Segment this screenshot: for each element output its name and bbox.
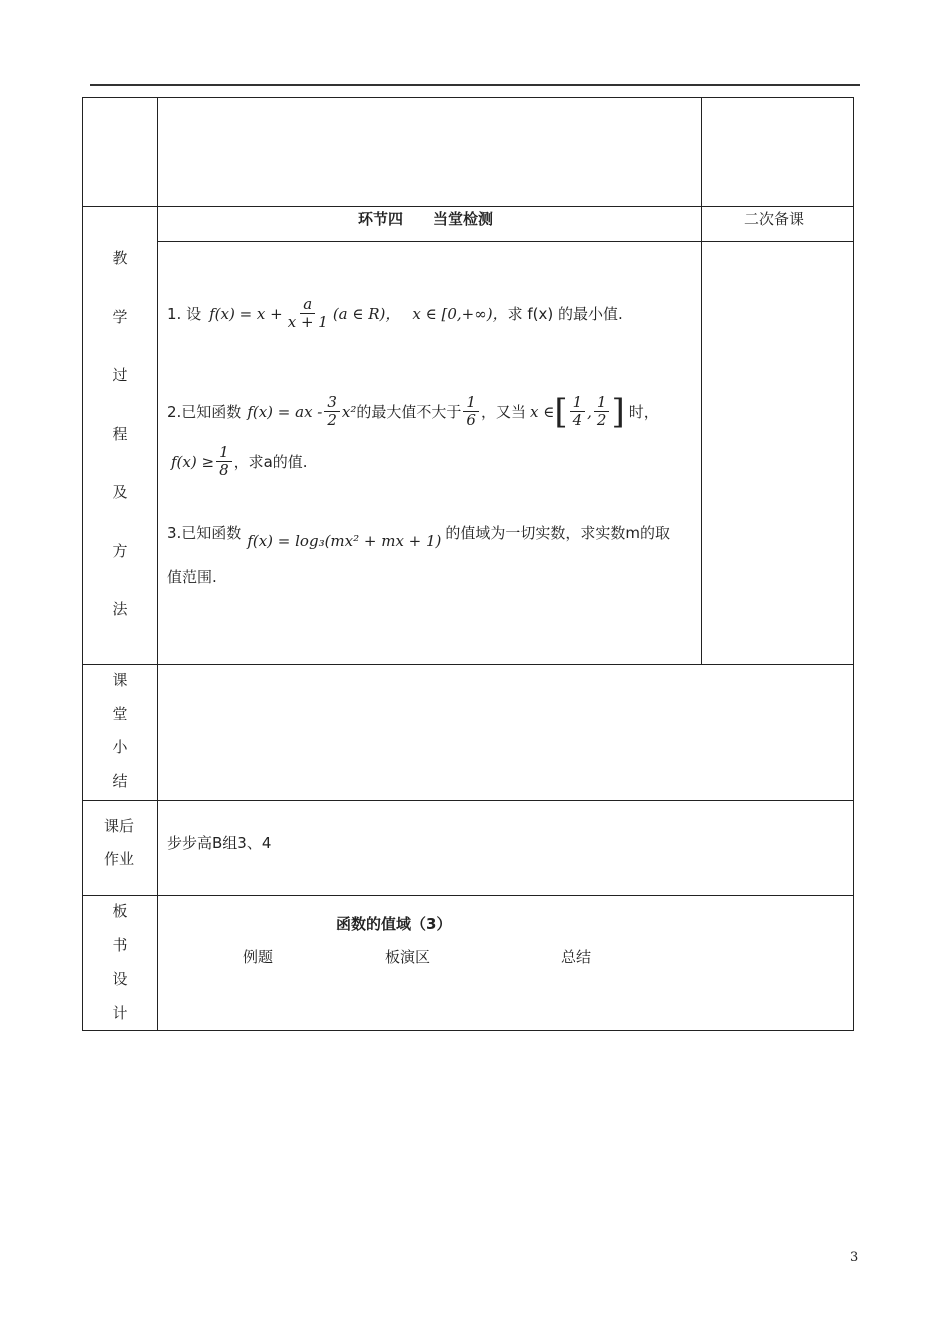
q3-function: f(x) = log₃(mx² + mx + 1) (247, 531, 442, 550)
question-3 (167, 522, 671, 550)
q2-mid: 的最大值不大于 (356, 403, 462, 422)
q1-ask: 求 f(x) 的最小值. (507, 305, 623, 324)
q2-line2-fraction: $\frac{1}{8}$ (216, 444, 232, 480)
homework-content: 步步高B组3、4 (167, 834, 272, 852)
left-label-char: 学 (112, 308, 128, 326)
interval-open-bracket: [ (554, 391, 568, 432)
row-divider (82, 664, 853, 665)
col-divider-left (157, 97, 158, 1030)
board-column-examples: 例题 (243, 948, 274, 966)
q3-prefix: 3.已知函数 (167, 524, 242, 542)
lesson-table (82, 97, 854, 1031)
board-column-practice: 板演区 (385, 948, 431, 966)
left-label-char: 及 (112, 483, 128, 501)
q1-prefix: 1. 设 (167, 305, 202, 324)
question-2-line-2 (171, 444, 308, 480)
row-divider (82, 895, 853, 896)
row-divider (82, 206, 853, 207)
row-divider (157, 241, 853, 242)
interval-upper: $\frac{1}{2}$ (594, 394, 610, 430)
board-label-char: 板 (112, 902, 128, 920)
q1-domain: x ∈ [0,+∞)， (412, 305, 508, 324)
row-divider (82, 800, 853, 801)
q2-function: f(x) = ax - (247, 402, 323, 421)
section-title: 环节四 当堂检测 (358, 210, 494, 228)
q2-x-squared: x² (341, 402, 357, 421)
q1-condition: (a ∈ R)， (332, 305, 401, 324)
q2-bound-fraction: $\frac{1}{6}$ (463, 394, 479, 430)
col-divider-right (701, 97, 702, 664)
q2-x-in: x ∈ (529, 402, 555, 421)
q2-end: 时， (628, 403, 659, 422)
homework-label: 作业 (104, 850, 135, 868)
q2-fraction: $\frac{3}{2}$ (324, 394, 340, 430)
q2-mid2: ，又当 (480, 403, 526, 422)
left-label-char: 程 (112, 425, 128, 443)
header-rule (90, 84, 860, 86)
q3-tail: 的值域为一切实数，求实数m的取 (445, 524, 671, 542)
board-label-char: 计 (112, 1004, 128, 1022)
summary-label-char: 小 (112, 738, 128, 756)
left-label-char: 过 (112, 366, 128, 384)
summary-label-char: 堂 (112, 705, 128, 723)
question-1 (167, 296, 623, 332)
summary-label-char: 课 (112, 671, 128, 689)
summary-label-char: 结 (112, 772, 128, 790)
q2-prefix: 2.已知函数 (167, 403, 242, 422)
left-label-char: 方 (112, 542, 128, 560)
homework-label: 课后 (104, 817, 135, 835)
q1-fraction: $\frac{a}{x + 1}$ (287, 295, 328, 332)
page-number: 3 (850, 1250, 859, 1265)
board-title: 函数的值域（3） (336, 915, 452, 933)
q2-line2-tail: ，求a的值. (233, 453, 308, 472)
board-column-summary: 总结 (561, 948, 592, 966)
q3-line-2: 值范围. (167, 568, 217, 586)
q1-function: f(x) = x + (209, 304, 283, 323)
board-label-char: 设 (112, 970, 128, 988)
interval-close-bracket: ] (611, 391, 625, 432)
interval-lower: $\frac{1}{4}$ (570, 394, 586, 430)
q2-line2-function: f(x) ≥ (171, 452, 215, 471)
left-label-char: 教 (112, 249, 128, 267)
side-header: 二次备课 (744, 210, 805, 228)
question-2: 2.已知函数 f(x) = ax - $\frac{3}{2}$ x² 的最大值不大于 $\frac{1}{6}$ ，又当 x ∈ [ $\frac{1}{4}$ , $\frac{1}{2}$ ] 时， (167, 391, 659, 432)
board-label-char: 书 (112, 936, 128, 954)
left-label-char: 法 (112, 600, 128, 618)
